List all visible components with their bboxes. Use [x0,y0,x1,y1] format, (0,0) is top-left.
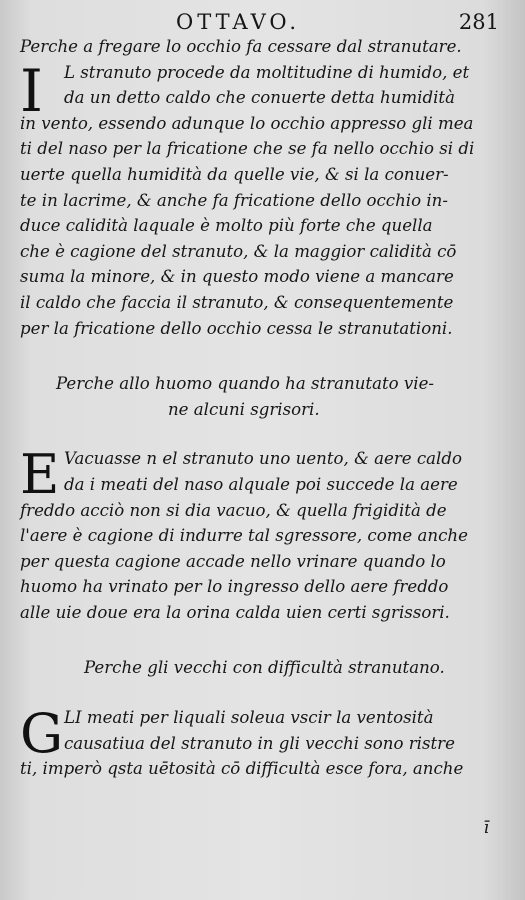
text-line: causatiua del stranuto in gli vecchi sono ristre [64,733,455,753]
text-line: per la fricatione dello occhio cessa le stranutationi. [20,318,453,338]
section-body [20,443,503,625]
section-title: Perche gli vecchi con difficultà stranutano. [84,658,445,678]
running-head: OTTAVO. [176,10,301,34]
text-line: per questa cagione accade nello vrinare quando lo [20,551,446,571]
catchword: ī [483,818,489,838]
text-line: in vento, essendo adunque lo occhio appresso gli mea [20,113,474,133]
section-title: Perche a fregare lo occhio fa cessare dal stranutare. [20,37,462,56]
text-line: l'aere è cagione di indurre tal sgressore, come anche [20,526,468,546]
text-line: LI meati per liquali soleua vscir la ventosità [64,708,434,728]
drop-cap: E [20,443,60,507]
text-line: che è cagione del stranuto, & la maggior calidità cō [20,241,457,261]
text-line: te in lacrime, & anche fa fricatione dello occhio in- [20,190,448,210]
text-line: freddo acciò non si dia vacuo, & quella frigidità de [20,500,447,520]
text-line: ti del naso per la fricatione che se fa nello occhio si di [20,139,475,159]
section-body [20,702,503,782]
drop-cap: I [20,56,43,125]
text-line: da un detto caldo che conuerte detta humidità [64,88,455,108]
section-body [20,56,503,342]
text-line: uerte quella humidità da quelle vie, & si la conuer- [20,164,449,184]
section-title: Perche allo huomo quando ha stranutato vie- [56,374,435,394]
text-line: da i meati del naso alquale poi succede la aere [64,474,458,494]
page-header [20,8,503,34]
drop-cap: G [20,702,64,766]
text-line: il caldo che faccia il stranuto, & consequentemente [20,292,454,312]
text-line: suma la minore, & in questo modo viene a mancare [20,267,454,287]
text-line: huomo ha vrinato per lo ingresso dello aere freddo [20,577,449,597]
text-line: ti, imperò qsta uētosità cō difficultà esce fora, anche [20,759,464,779]
text-line: duce calidità laquale è molto più forte che quella [20,216,433,236]
page-number: 281 [458,10,499,34]
text-line: alle uie doue era la orina calda uien certi sgrissori. [20,602,450,622]
text-line: L stranuto procede da moltitudine di humido, et [64,62,470,82]
section-title: ne alcuni sgrisori. [168,399,320,419]
text-line: Vacuasse n el stranuto uno uento, & aere caldo [64,449,462,469]
